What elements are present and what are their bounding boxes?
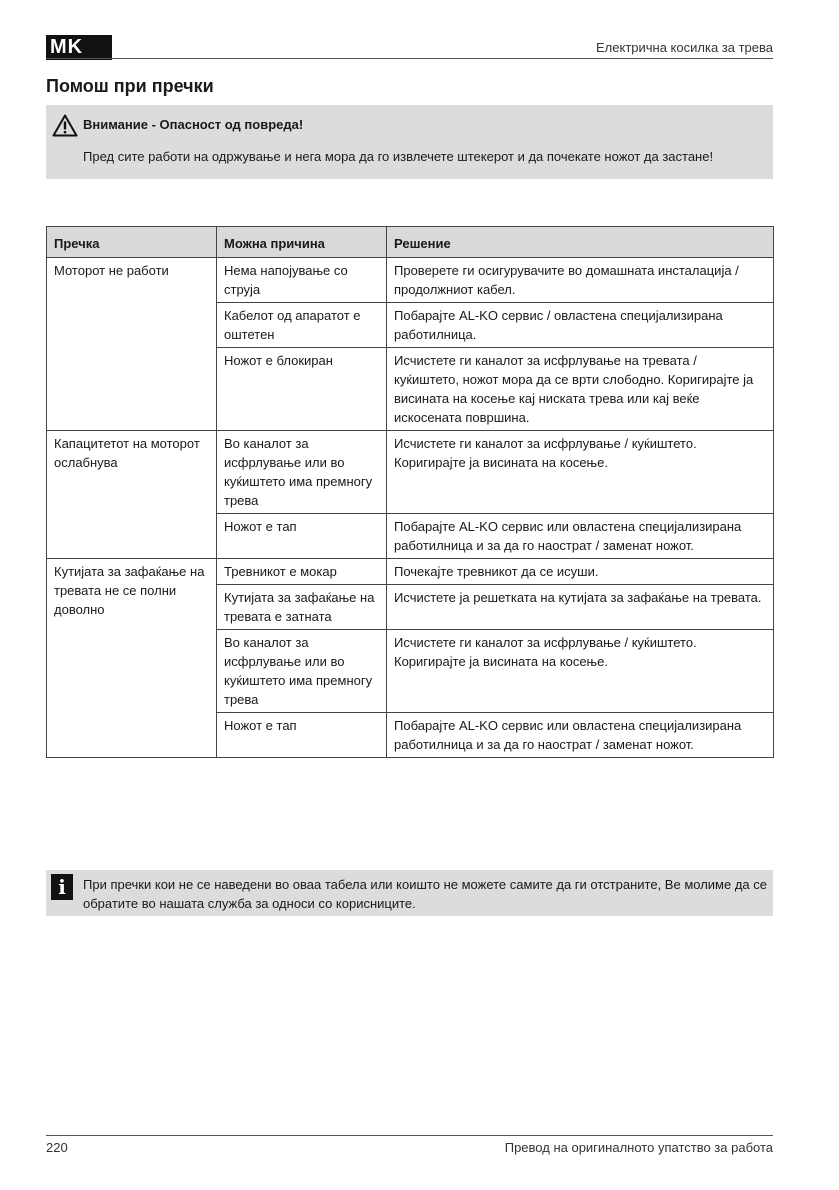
cause-cell: Во каналот за исфрлување или во куќиштето има премногу трева bbox=[217, 630, 387, 713]
solution-cell: Побарајте AL-KO сервис или овластена специјализирана работилница и за да го наострат / заменат ножот. bbox=[387, 514, 774, 559]
cause-cell: Во каналот за исфрлување или во куќиштето има премногу трева bbox=[217, 431, 387, 514]
problem-cell: Капацитетот на моторот ослабнува bbox=[47, 431, 217, 559]
solution-cell: Побарајте AL-KO сервис / овластена специјализирана работилница. bbox=[387, 303, 774, 348]
cause-cell: Нема напојување со струја bbox=[217, 258, 387, 303]
footer-divider bbox=[46, 1135, 773, 1136]
cause-cell: Ножот е тап bbox=[217, 514, 387, 559]
problem-cell: Моторот не работи bbox=[47, 258, 217, 431]
header-divider bbox=[46, 58, 773, 59]
cause-cell: Тревникот е мокар bbox=[217, 559, 387, 585]
problem-cell: Кутијата за зафаќање на тревата не се полни доволно bbox=[47, 559, 217, 758]
troubleshooting-table bbox=[46, 226, 774, 758]
cause-cell: Ножот е блокиран bbox=[217, 348, 387, 431]
table-header-row bbox=[47, 227, 774, 258]
page-number: 220 bbox=[46, 1140, 68, 1155]
warning-title: Внимание - Опасност од повреда! bbox=[83, 117, 304, 132]
cause-cell: Кутијата за зафаќање на тревата е затната bbox=[217, 585, 387, 630]
header-cause: Можна причина bbox=[217, 227, 387, 258]
info-icon: i bbox=[51, 874, 73, 900]
warning-box bbox=[46, 105, 773, 179]
solution-cell: Исчистете ги каналот за исфрлување / куќиштето. Коригирајте ја висината на косење. bbox=[387, 630, 774, 713]
solution-cell: Почекајте тревникот да се исуши. bbox=[387, 559, 774, 585]
cause-cell: Ножот е тап bbox=[217, 713, 387, 758]
solution-cell: Проверете ги осигурувачите во домашната инсталација / продолжниот кабел. bbox=[387, 258, 774, 303]
document-title: Електрична косилка за трева bbox=[596, 40, 773, 55]
info-text: При пречки кои не се наведени во оваа табела или коишто не можете самите да ги отстраните, Ве молиме да се обратите во нашата служба за односи со корисниците. bbox=[83, 877, 767, 911]
warning-text: Пред сите работи на одржување и нега мора да го извлечете штекерот и да почекате ножот да застане! bbox=[83, 149, 714, 164]
solution-cell: Побарајте AL-KO сервис или овластена специјализирана работилница и за да го наострат / заменат ножот. bbox=[387, 713, 774, 758]
table-row bbox=[47, 258, 774, 303]
header-problem: Пречка bbox=[47, 227, 217, 258]
solution-cell: Исчистете ги каналот за исфрлување / куќиштето. Коригирајте ја висината на косење. bbox=[387, 431, 774, 514]
header-solution: Решение bbox=[387, 227, 774, 258]
table-row bbox=[47, 559, 774, 585]
cause-cell: Кабелот од апаратот е оштетен bbox=[217, 303, 387, 348]
footer-title: Превод на оригиналното упатство за работа bbox=[504, 1140, 773, 1155]
page-title: Помош при пречки bbox=[46, 76, 214, 96]
info-note-box bbox=[46, 870, 773, 916]
solution-cell: Исчистете ги каналот за исфрлување на тревата / куќиштето, ножот мора да се врти слободно. Коригирајте ја висината на косење кај ниската трева или кај веќе искосената површина. bbox=[387, 348, 774, 431]
table-row bbox=[47, 431, 774, 514]
warning-triangle-icon bbox=[52, 114, 78, 137]
language-badge: MK bbox=[46, 35, 112, 60]
solution-cell: Исчистете ја решетката на кутијата за зафаќање на тревата. bbox=[387, 585, 774, 630]
